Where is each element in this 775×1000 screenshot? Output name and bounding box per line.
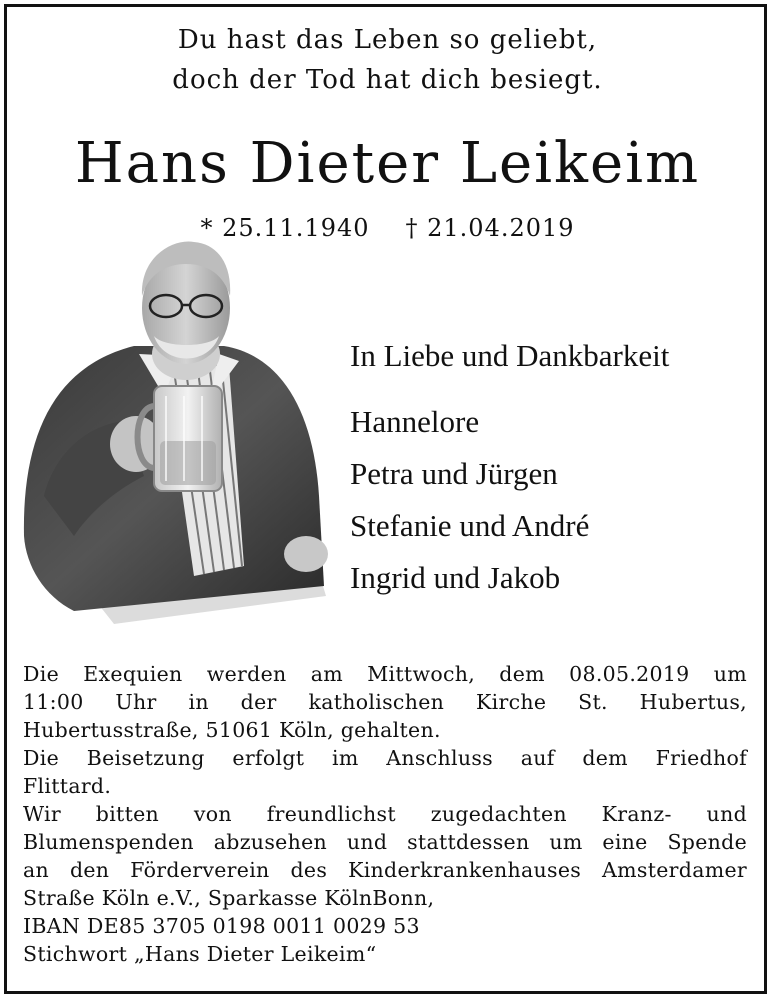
notice-line: Blumenspenden abzusehen und stattdessen um eine Spende — [23, 830, 747, 854]
motto — [0, 20, 775, 100]
notice-line: Hubertusstraße, 51061 Köln, gehalten. — [23, 718, 441, 742]
motto-line-1: Du hast das Leben so geliebt, — [177, 25, 598, 55]
motto-line-2: doch der Tod hat dich besiegt. — [172, 65, 603, 95]
thanks-line: In Liebe und Dankbarkeit — [350, 338, 670, 373]
deceased-name: Hans Dieter Leikeim — [74, 131, 701, 196]
family-member: Ingrid und Jakob — [350, 560, 561, 595]
portrait-photo — [14, 236, 332, 624]
family-member: Stefanie und André — [350, 508, 590, 543]
notice-line: Die Beisetzung erfolgt im Anschluss auf dem Friedhof — [23, 746, 747, 770]
death-date: † 21.04.2019 — [405, 214, 575, 242]
bank-iban: IBAN DE85 3705 0198 0011 0029 53 — [23, 914, 420, 938]
family-block — [350, 334, 760, 604]
funeral-notice — [23, 660, 747, 968]
notice-line: Wir bitten von freundlichst zugedachten Kranz- und — [23, 802, 747, 826]
notice-line: Straße Köln e.V., Sparkasse KölnBonn, — [23, 886, 435, 910]
family-member: Hannelore — [350, 404, 480, 439]
donation-keyword: Stichwort „Hans Dieter Leikeim“ — [23, 942, 377, 966]
notice-line: an den Förderverein des Kinderkrankenhauses Amsterdamer — [23, 858, 747, 882]
family-member: Petra und Jürgen — [350, 456, 558, 491]
notice-line: 11:00 Uhr in der katholischen Kirche St. Hubertus, — [23, 690, 747, 714]
birth-date: * 25.11.1940 — [200, 214, 370, 242]
notice-line: Die Exequien werden am Mittwoch, dem 08.05.2019 um — [23, 662, 747, 686]
notice-line: Flittard. — [23, 774, 112, 798]
